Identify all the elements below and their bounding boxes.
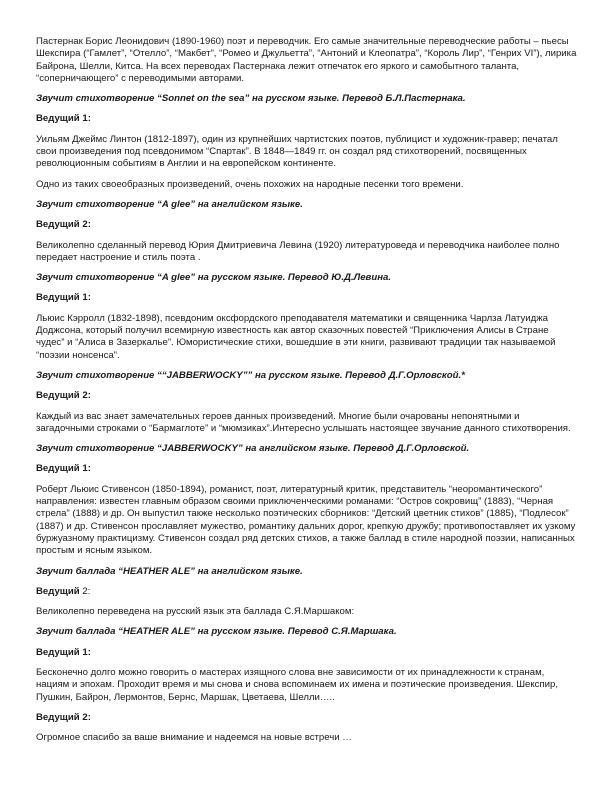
stage-direction-heather-ale-english: Звучит баллада “HEATHER ALE” на английском языке.	[36, 565, 303, 577]
stage-direction-a-glee-russian: Звучит стихотворение “A glee” на русском языке. Перевод Ю.Д.Левина.	[36, 272, 391, 284]
stage-direction-jabberwocky-english: Звучит стихотворение “JABBERWOCKY” на английском языке. Перевод Д.Г.Орловской.	[36, 443, 470, 455]
paragraph-linton-poem-intro: Одно из таких своеобразных произведений, очень похожих на народные песенки того времени.	[36, 178, 464, 190]
speaker-label: Ведущий 1:	[36, 463, 91, 475]
speaker-label: Ведущий 1:	[36, 646, 91, 658]
paragraph-stevenson-bio: Роберт Льюис Стивенсон (1850-1894), романист, поэт, литературный критик, представитель “неоромантического” направления: известен главным образом своими приключенческими романами: “Остров сокровищ” (1883), “Черная стрела” (1888) и др. Он выпустил также несколько поэтических сборников: “Детский цветник стихов” (1885), “Подлесок” (1887) и др. Стивенсон прославляет мужество, романтику дальних дорог, крепкую дружбу; противопоставляет их узкому буржуазному практицизму. Стивенсон создал ряд детских стихов, а также баллад в стиле народной поэзии, написанных простым и ясным языком.	[36, 483, 576, 557]
speaker-label	[36, 586, 578, 598]
paragraph-jabberwocky-heroes: Каждый из вас знает замечательных героев данных произведений. Многие были очарованы непонятными и загадочными строками о “Бармаглоте” и “мюмзиках”.Интересно услышать настоящее звучание данного стихотворения.	[36, 410, 571, 434]
stage-direction-sonnet-on-the-sea: Звучит стихотворение “Sonnet on the sea” на русском языке. Перевод Б.Л.Пастернака.	[36, 93, 466, 105]
speaker-label-word: Ведущий	[36, 585, 80, 597]
speaker-label: Ведущий 2:	[36, 219, 91, 231]
stage-direction-a-glee-english: Звучит стихотворение “A glee” на английском языке.	[36, 198, 303, 210]
speaker-label: Ведущий 1:	[36, 113, 91, 125]
paragraph-closing-thanks: Огромное спасибо за ваше внимание и надеемся на новые встречи …	[36, 732, 352, 744]
stage-direction-jabberwocky-russian: Звучит стихотворение ““JABBERWOCKY”” на русском языке. Перевод Д.Г.Орловской.*	[36, 369, 465, 381]
paragraph-linton-bio: Уильям Джеймс Линтон (1812-1897), один из крупнейших чартистских поэтов, публицист и художник-гравер; печатал свои произведения под псевдонимом “Спартак”. В 1848—1849 гг. он создал ряд стихотворений, посвященных революционным событиям в Англии и на европейском континенте.	[36, 133, 558, 170]
paragraph-pasternak-bio: Пастернак Борис Леонидович (1890-1960) поэт и переводчик. Его самые значительные переводческие работы – пьесы Шекспира (“Гамлет”, “Отелло”, “Макбет”, “Ромео и Джульетта”, “Антоний и Клеопатра”, “Король Лир”, “Генрих VI”), лирика Байрона, Шелли, Китса. На всех переводах Пастернака лежит отпечаток его яркого и самобытного таланта, “соперничающего” с переводимыми авторами.	[36, 36, 577, 84]
speaker-label-number: 2:	[79, 585, 91, 597]
paragraph-levin-translation: Великолепно сделанный перевод Юрия Дмитриевича Левина (1920) литературоведа и переводчика наиболее полно передает настроение и стиль поэта .	[36, 239, 560, 263]
paragraph-carroll-bio: Льюис Кэрролл (1832-1898), псевдоним оксфордского преподавателя математики и священника Чарлза Латуиджа Доджсона, который получил всемирную известность как автор сказочных повестей “Приключения Алисы в Стране чудес” и “Алиса в Зазеркалье”. Юмористические стихи, вошедшие в эти книги, развивают традиции так называемой “поэзии нонсенса”.	[36, 312, 556, 361]
paragraph-marshak-translation: Великолепно переведена на русский язык эта баллада С.Я.Маршаком:	[36, 606, 355, 618]
speaker-label: Ведущий 2:	[36, 390, 91, 402]
speaker-label: Ведущий 1:	[36, 292, 91, 304]
paragraph-masters-of-word: Бесконечно долго можно говорить о мастерах изящного слова вне зависимости от их принадлежности к странам, нациям и эпохам. Проходит время и мы снова и снова вспоминаем их имена и поэтические произведения. Шекспир, Пушкин, Байрон, Лермонтов, Бернс, Маршак, Цветаева, Шелли…..	[36, 666, 559, 703]
stage-direction-heather-ale-russian: Звучит баллада “HEATHER ALE” на русском языке. Перевод С.Я.Маршака.	[36, 626, 397, 638]
speaker-label: Ведущий 2:	[36, 711, 91, 723]
